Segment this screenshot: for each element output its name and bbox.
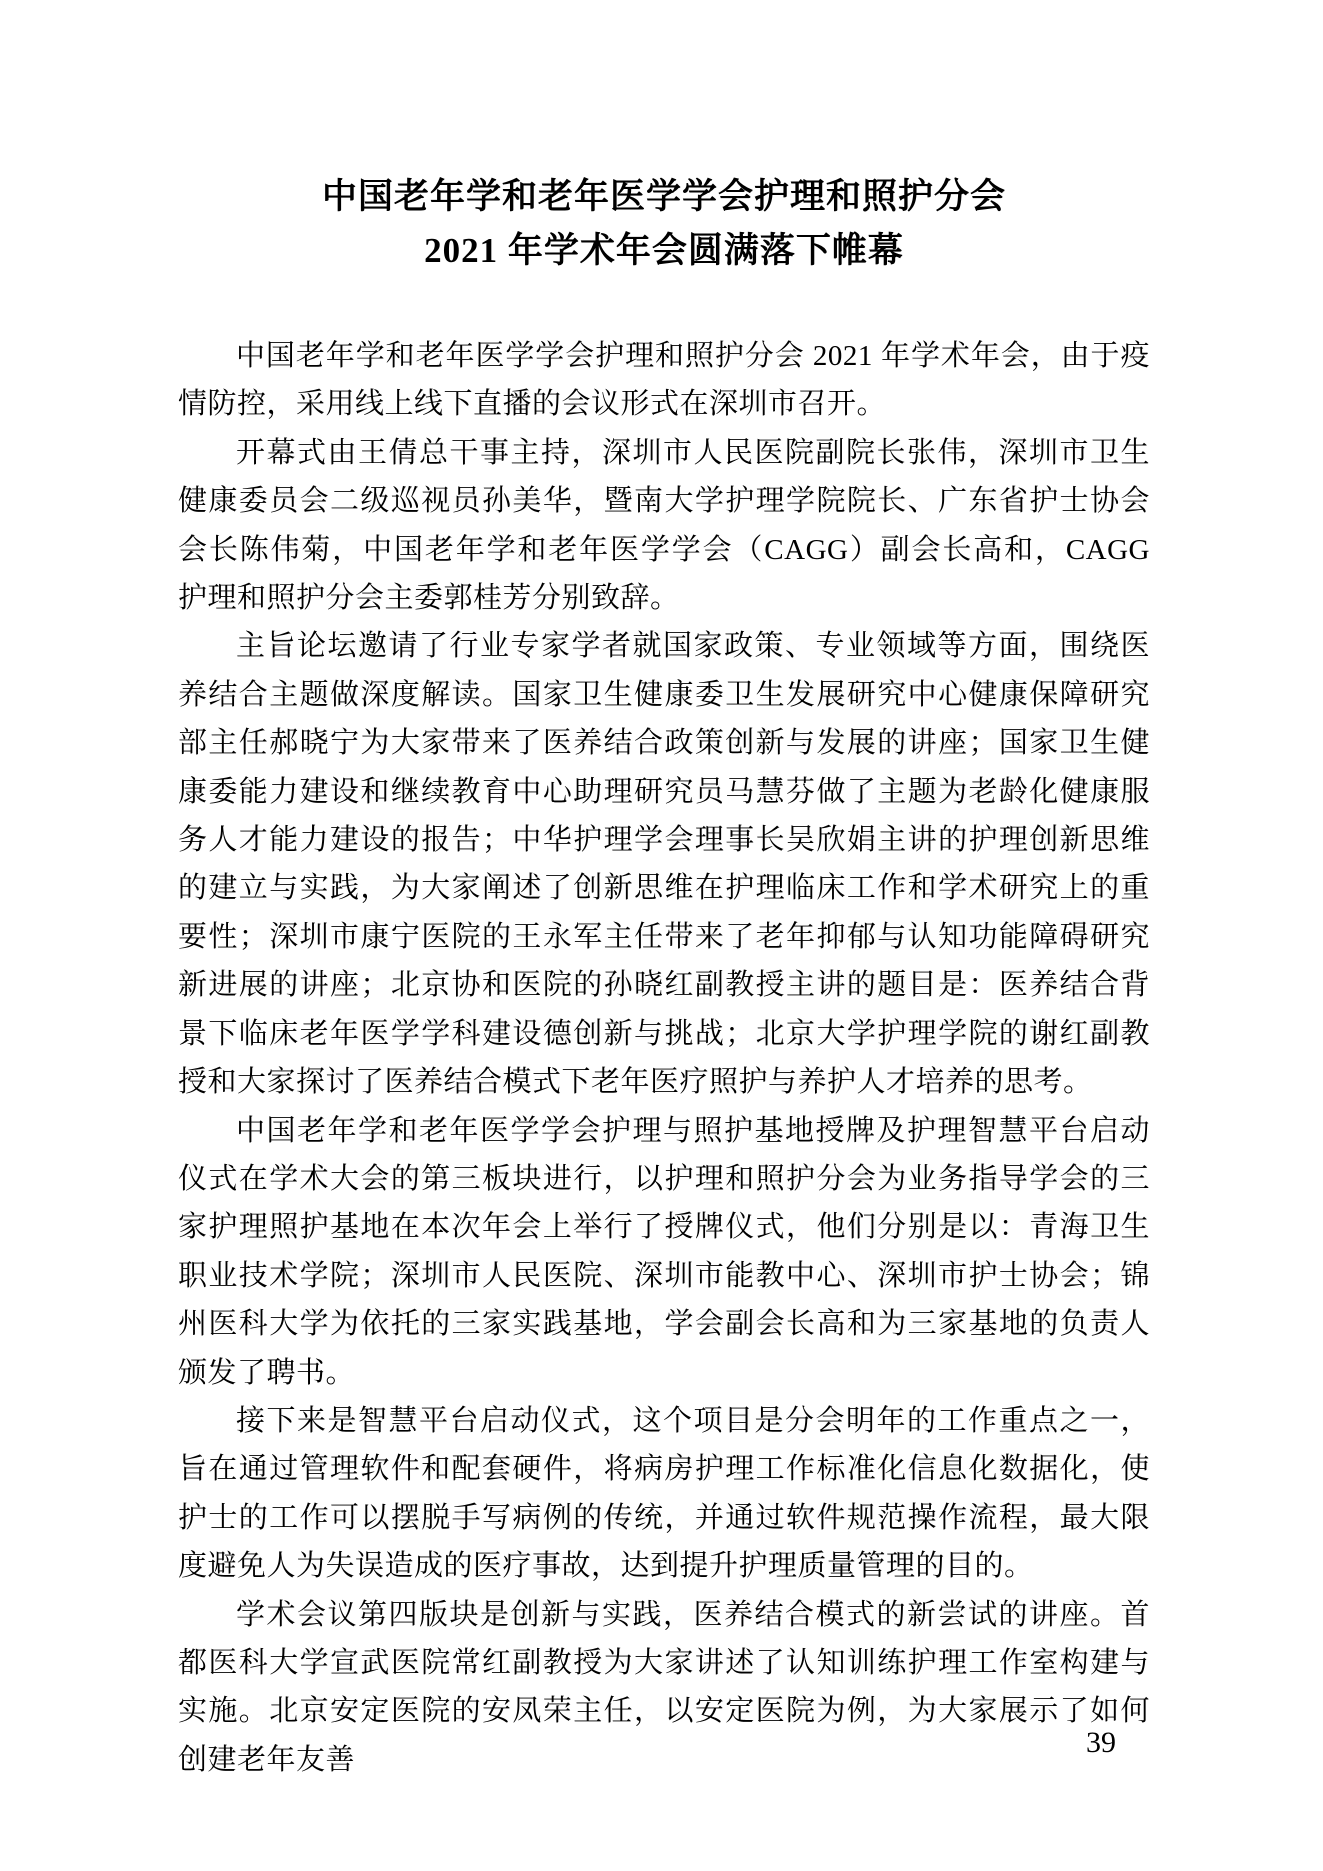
paragraph: 中国老年学和老年医学学会护理与照护基地授牌及护理智慧平台启动仪式在学术大会的第三板块进行，以护理和照护分会为业务指导学会的三家护理照护基地在本次年会上举行了授牌仪式，他们分别是以：青海卫生职业技术学院；深圳市人民医院、深圳市能教中心、深圳市护士协会；锦州医科大学为依托的三家实践基地，学会副会长高和为三家基地的负责人颁发了聘书。	[178, 1114, 1150, 1389]
document-content	[178, 170, 1150, 1784]
paragraph: 学术会议第四版块是创新与实践，医养结合模式的新尝试的讲座。首都医科大学宣武医院常红副教授为大家讲述了认知训练护理工作室构建与实施。北京安定医院的安凤荣主任，以安定医院为例，为大家展示了如何创建老年友善	[178, 1598, 1150, 1776]
page-number: 39	[1086, 1726, 1116, 1759]
paragraph: 接下来是智慧平台启动仪式，这个项目是分会明年的工作重点之一，旨在通过管理软件和配套硬件，将病房护理工作标准化信息化数据化，使护士的工作可以摆脱手写病例的传统，并通过软件规范操作流程，最大限度避免人为失误造成的医疗事故，达到提升护理质量管理的目的。	[178, 1404, 1150, 1583]
document-body	[178, 332, 1150, 1784]
paragraph: 中国老年学和老年医学学会护理和照护分会 2021 年学术年会，由于疫情防控，采用线上线下直播的会议形式在深圳市召开。	[178, 340, 1150, 421]
document-title	[178, 170, 1150, 278]
title-line-1: 中国老年学和老年医学学会护理和照护分会	[321, 177, 1006, 216]
paragraph: 主旨论坛邀请了行业专家学者就国家政策、专业领域等方面，围绕医养结合主题做深度解读。国家卫生健康委卫生发展研究中心健康保障研究部主任郝晓宁为大家带来了医养结合政策创新与发展的讲座；国家卫生健康委能力建设和继续教育中心助理研究员马慧芬做了主题为老龄化健康服务人才能力建设的报告；中华护理学会理事长吴欣娟主讲的护理创新思维的建立与实践，为大家阐述了创新思维在护理临床工作和学术研究上的重要性；深圳市康宁医院的王永军主任带来了老年抑郁与认知功能障碍研究新进展的讲座；北京协和医院的孙晓红副教授主讲的题目是：医养结合背景下临床老年医学学科建设德创新与挑战；北京大学护理学院的谢红副教授和大家探讨了医养结合模式下老年医疗照护与养护人才培养的思考。	[178, 630, 1150, 1099]
paragraph: 开幕式由王倩总干事主持，深圳市人民医院副院长张伟，深圳市卫生健康委员会二级巡视员孙美华，暨南大学护理学院院长、广东省护士协会会长陈伟菊，中国老年学和老年医学学会（CAGG）副会长高和，CAGG 护理和照护分会主委郭桂芳分别致辞。	[178, 436, 1150, 615]
title-line-2: 2021 年学术年会圆满落下帷幕	[424, 231, 904, 270]
